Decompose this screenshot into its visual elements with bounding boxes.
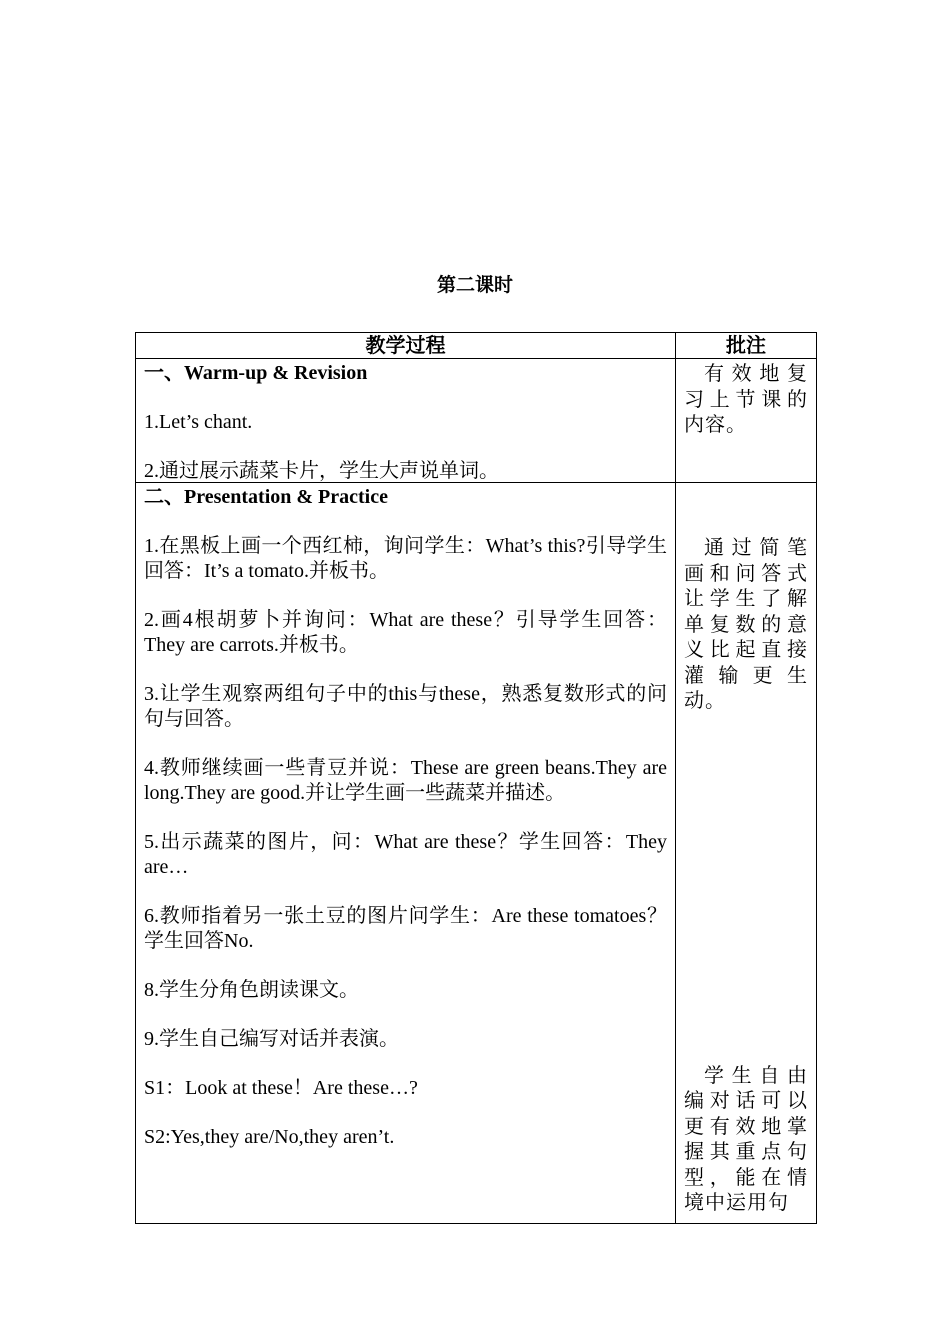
process-cell — [136, 483, 676, 1224]
note-text: 学生自由编对话可以更有效地掌握其重点句型，能在情境中运用句 — [684, 1062, 808, 1214]
step: 6.教师指着另一张土豆的图片问学生：Are these tomatoes？学生回答No. — [144, 905, 667, 952]
notes-cell — [676, 483, 817, 1224]
step: 1.在黑板上画一个西红柿，询问学生：What’s this?引导学生回答：It’s a tomato.并板书。 — [144, 535, 667, 582]
dialogue-line: S2:Yes,they are/No,they aren’t. — [144, 1126, 395, 1148]
table-header-row — [136, 333, 817, 359]
notes-cell — [676, 359, 817, 483]
table-row — [136, 359, 817, 483]
step: 1.Let’s chant. — [144, 411, 253, 433]
step: 2.通过展示蔬菜卡片，学生大声说单词。 — [144, 460, 499, 482]
section-heading: 二、Presentation & Practice — [144, 486, 388, 508]
header-process: 教学过程 — [136, 333, 676, 359]
step: 2.画4根胡萝卜并询问：What are these？引导学生回答：They are carrots.并板书。 — [144, 609, 667, 656]
step: 8.学生分角色朗读课文。 — [144, 979, 359, 1001]
step: 5.出示蔬菜的图片，问：What are these？学生回答：They are… — [144, 831, 667, 878]
step: 3.让学生观察两组句子中的this与these，熟悉复数形式的问句与回答。 — [144, 683, 667, 730]
process-cell — [136, 359, 676, 483]
lesson-table — [135, 332, 817, 1224]
step: 9.学生自己编写对话并表演。 — [144, 1028, 399, 1050]
note-text: 通过简笔画和问答式让学生了解单复数的意义比起直接灌输更生动。 — [684, 535, 808, 712]
dialogue-line: S1：Look at these！Are these…? — [144, 1077, 418, 1099]
header-notes: 批注 — [676, 333, 817, 359]
step: 4.教师继续画一些青豆并说：These are green beans.They are long.They are good.并让学生画一些蔬菜并描述。 — [144, 757, 667, 804]
note-text: 有效地复习上节课的内容。 — [684, 361, 808, 436]
page-title: 第二课时 — [436, 274, 513, 296]
table-row — [136, 483, 817, 1224]
section-heading: 一、Warm-up & Revision — [144, 362, 368, 384]
